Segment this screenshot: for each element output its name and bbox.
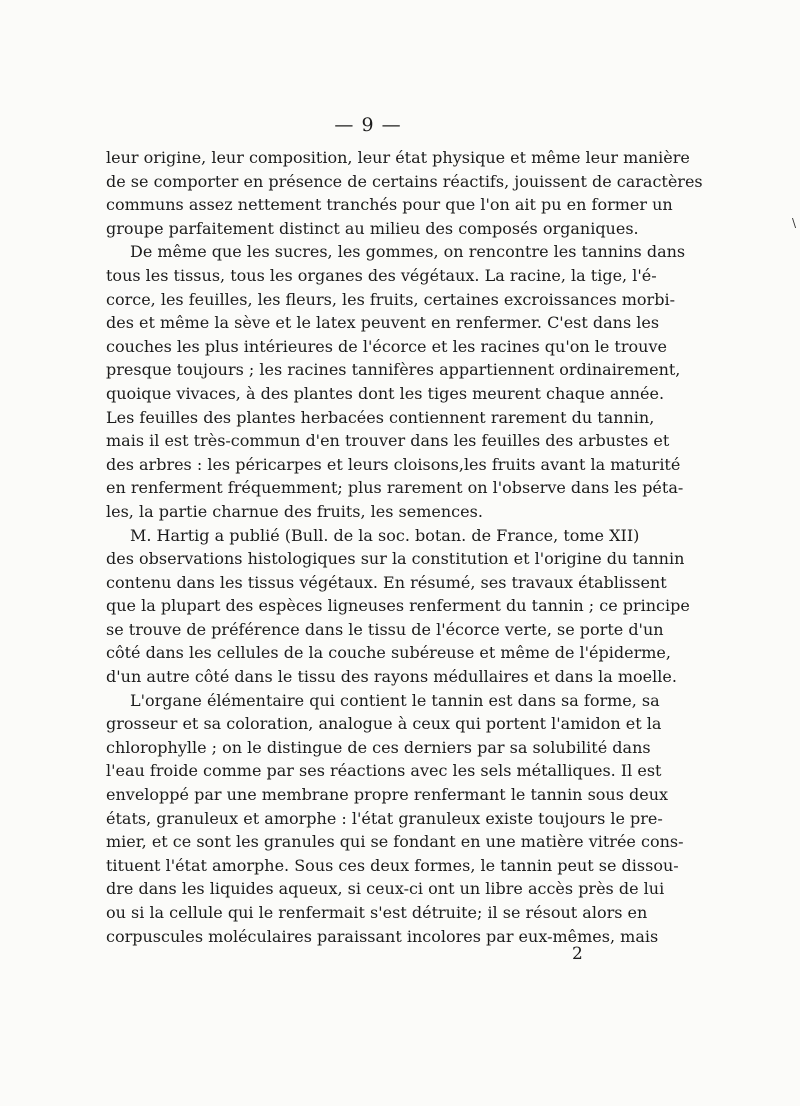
text-line: leur origine, leur composition, leur état physique et même leur manière — [106, 148, 690, 167]
text-line: communs assez nettement tranchés pour que l'on ait pu en former un — [106, 195, 673, 215]
text-line: que la plupart des espèces ligneuses renferment du tannin ; ce principe — [106, 596, 690, 616]
text-line: grosseur et sa coloration, analogue à ceux qui portent l'amidon et la — [106, 714, 662, 734]
text-line: des et même la sève et le latex peuvent en renfermer. C'est dans les — [106, 313, 660, 333]
text-line: tous les tissus, tous les organes des végétaux. La racine, la tige, l'é- — [106, 265, 657, 285]
text-line: L'organe élémentaire qui contient le tannin est dans sa forme, sa — [130, 690, 660, 710]
margin-mark: \ — [791, 216, 796, 230]
text-line: ou si la cellule qui le renfermait s'est détruite; il se résout alors en — [106, 903, 648, 922]
text-line: De même que les sucres, les gommes, on rencontre les tannins dans — [130, 242, 686, 262]
text-line: couches les plus intérieures de l'écorce et les racines qu'on le trouve — [106, 336, 667, 356]
body-text — [106, 146, 703, 948]
text-line: d'un autre côté dans le tissu des rayons médullaires et dans la moelle. — [106, 667, 677, 687]
text-line: l'eau froide comme par ses réactions avec les sels métalliques. Il est — [106, 761, 662, 781]
text-line: côté dans les cellules de la couche subéreuse et même de l'épiderme, — [106, 643, 671, 663]
page-number: — 9 — — [334, 114, 402, 136]
text-line: quoique vivaces, à des plantes dont les tiges meurent chaque année. — [106, 383, 665, 403]
text-line: des arbres : les péricarpes et leurs cloisons,les fruits avant la maturité — [106, 454, 681, 474]
text-line: mier, et ce sont les granules qui se fondant en une matière vitrée cons- — [106, 832, 684, 852]
text-line: dre dans les liquides aqueux, si ceux-ci ont un libre accès près de lui — [106, 879, 665, 899]
text-line: groupe parfaitement distinct au milieu des composés organiques. — [106, 218, 639, 238]
text-line: M. Hartig a publié (Bull. de la soc. botan. de France, tome XII) — [130, 525, 640, 545]
text-line: Les feuilles des plantes herbacées contiennent rarement du tannin, — [106, 407, 655, 427]
text-line: les, la partie charnue des fruits, les semences. — [106, 501, 483, 521]
text-line: se trouve de préférence dans le tissu de l'écorce verte, se porte d'un — [106, 619, 664, 639]
text-line: tituent l'état amorphe. Sous ces deux formes, le tannin peut se dissou- — [106, 855, 679, 875]
text-line: presque toujours ; les racines tannifères appartiennent ordinairement, — [106, 360, 681, 380]
signature-mark: 2 — [572, 944, 583, 964]
text-line: en renferment fréquemment; plus rarement on l'observe dans les péta- — [106, 478, 684, 498]
text-line: contenu dans les tissus végétaux. En résumé, ses travaux établissent — [106, 572, 667, 592]
text-line: des observations histologiques sur la constitution et l'origine du tannin — [106, 549, 685, 569]
text-line: chlorophylle ; on le distingue de ces derniers par sa solubilité dans — [106, 737, 651, 757]
text-line: états, granuleux et amorphe : l'état granuleux existe toujours le pre- — [106, 808, 663, 828]
text-line: corce, les feuilles, les fleurs, les fruits, certaines excroissances morbi- — [106, 289, 675, 309]
text-line: de se comporter en présence de certains réactifs, jouissent de caractères — [106, 171, 703, 191]
text-line: enveloppé par une membrane propre renfermant le tannin sous deux — [106, 785, 669, 805]
text-line: corpuscules moléculaires paraissant incolores par eux-mêmes, mais — [106, 926, 659, 946]
text-line: mais il est très-commun d'en trouver dans les feuilles des arbustes et — [106, 431, 670, 451]
